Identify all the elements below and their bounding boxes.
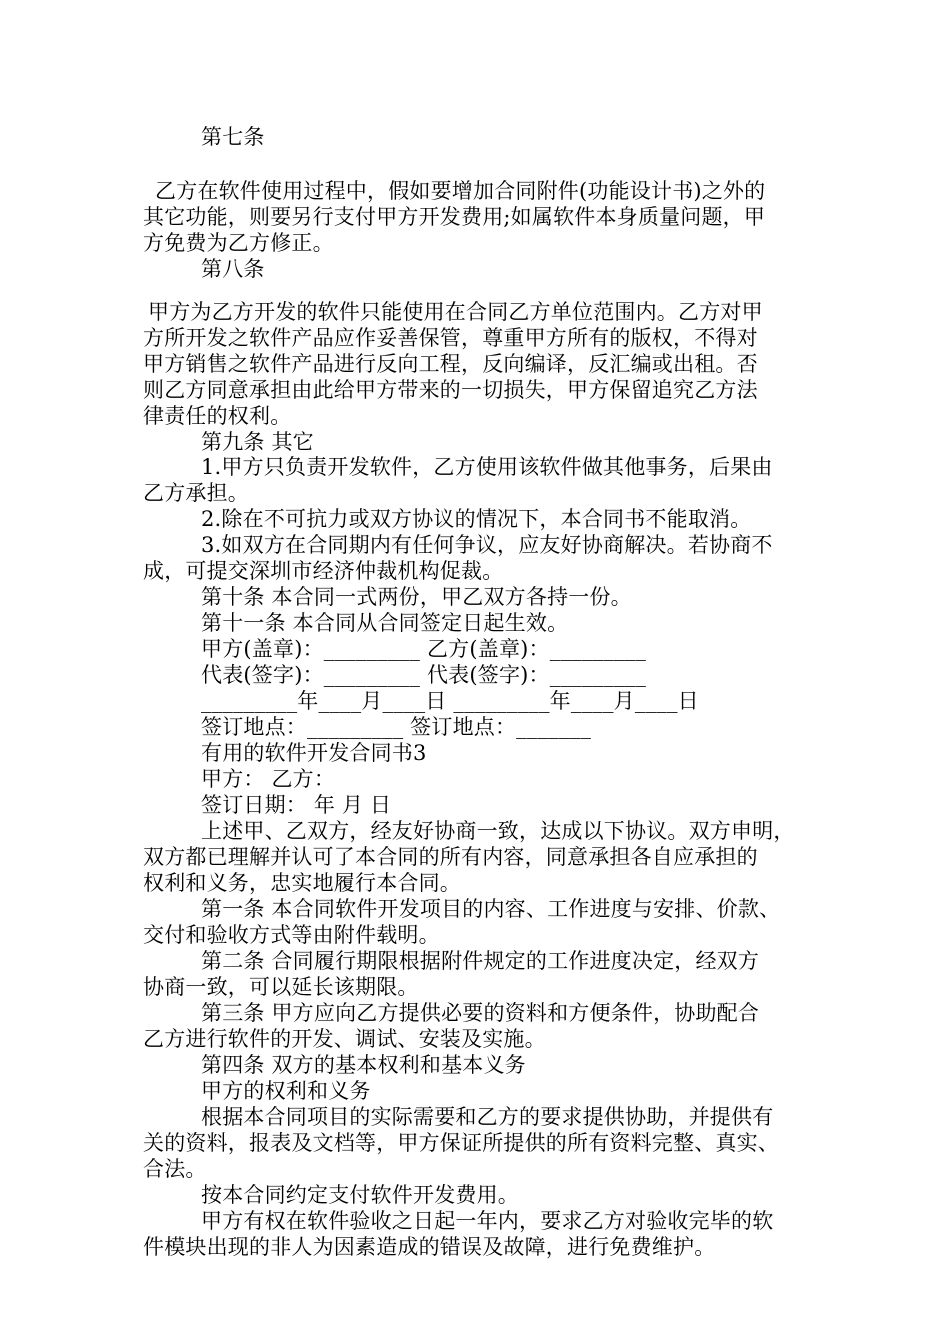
paragraph-line: 双方都已理解并认可了本合同的所有内容，同意承担各自应承担的 — [143, 845, 758, 869]
paragraph-line: 协商一致，可以延长该期限。 — [143, 975, 419, 999]
paragraph-line: 甲方销售之软件产品进行反向工程，反向编译，反汇编或出租。否 — [143, 352, 758, 376]
paragraph-line: 甲方为乙方开发的软件只能使用在合同乙方单位范围内。乙方对甲 — [148, 300, 763, 324]
paragraph-line: 乙方进行软件的开发、调试、安装及实施。 — [143, 1027, 546, 1051]
date-line: _________年____月____日 _________年____月____日 — [201, 689, 699, 713]
paragraph-line: 方免费为乙方修正。 — [143, 231, 334, 255]
paragraph-line: 根据本合同项目的实际需要和乙方的要求提供协助，并提供有 — [201, 1105, 774, 1129]
contract-title: 有用的软件开发合同书3 — [201, 741, 427, 765]
article-7-heading: 第七条 — [201, 125, 265, 149]
article-1-line: 第一条 本合同软件开发项目的内容、工作进度与安排、价款、 — [201, 897, 781, 921]
article-3-line: 第三条 甲方应向乙方提供必要的资料和方便条件，协助配合 — [201, 1001, 760, 1025]
paragraph-line: 律责任的权利。 — [143, 404, 292, 428]
paragraph-line: 3.如双方在合同期内有任何争议，应友好协商解决。若协商不 — [201, 533, 773, 557]
paragraph-line: 合法。 — [143, 1157, 207, 1181]
paragraph-line: 则乙方同意承担由此给甲方带来的一切损失，甲方保留追究乙方法 — [143, 378, 758, 402]
paragraph-line: 2.除在不可抗力或双方协议的情况下，本合同书不能取消。 — [201, 507, 752, 531]
paragraph-line: 关的资料，报表及文档等，甲方保证所提供的所有资料完整、真实、 — [143, 1131, 779, 1155]
paragraph-line: 上述甲、乙双方，经友好协商一致，达成以下协议。双方申明， — [201, 819, 795, 843]
paragraph-line: 件模块出现的非人为因素造成的错误及故障，进行免费维护。 — [143, 1235, 716, 1259]
paragraph-line: 其它功能，则要另行支付甲方开发费用;如属软件本身质量问题，甲 — [143, 205, 766, 229]
seal-line: 甲方(盖章)：_________ 乙方(盖章)：_________ — [201, 637, 647, 661]
paragraph-line: 方所开发之软件产品应作妥善保管，尊重甲方所有的版权，不得对 — [143, 326, 758, 350]
signature-line: 代表(签字)：_________ 代表(签字)：_________ — [201, 663, 647, 687]
article-2-line: 第二条 合同履行期限根据附件规定的工作进度决定，经双方 — [201, 949, 760, 973]
paragraph-line: 1.甲方只负责开发软件，乙方使用该软件做其他事务，后果由 — [201, 455, 773, 479]
article-10-line: 第十条 本合同一式两份，甲乙双方各持一份。 — [201, 585, 632, 609]
parties-line: 甲方： 乙方： — [201, 767, 336, 791]
paragraph-line: 甲方有权在软件验收之日起一年内，要求乙方对验收完毕的软 — [201, 1209, 774, 1233]
paragraph-line: 乙方承担。 — [143, 481, 249, 505]
paragraph-line: 按本合同约定支付软件开发费用。 — [201, 1183, 519, 1207]
signing-place-line: 签订地点：_________ 签订地点：_______ — [201, 715, 592, 739]
article-11-line: 第十一条 本合同从合同签定日起生效。 — [201, 611, 569, 635]
paragraph-line: 乙方在软件使用过程中，假如要增加合同附件(功能设计书)之外的 — [155, 179, 766, 203]
signing-date-line: 签订日期： 年 月 日 — [201, 793, 392, 817]
party-a-rights-heading: 甲方的权利和义务 — [201, 1079, 371, 1103]
paragraph-line: 交付和验收方式等由附件载明。 — [143, 923, 440, 947]
paragraph-line: 成，可提交深圳市经济仲裁机构促裁。 — [143, 559, 504, 583]
article-4-heading: 第四条 双方的基本权利和基本义务 — [201, 1053, 526, 1077]
article-9-heading: 第九条 其它 — [201, 430, 314, 454]
article-8-heading: 第八条 — [201, 257, 265, 281]
paragraph-line: 权利和义务，忠实地履行本合同。 — [143, 871, 461, 895]
